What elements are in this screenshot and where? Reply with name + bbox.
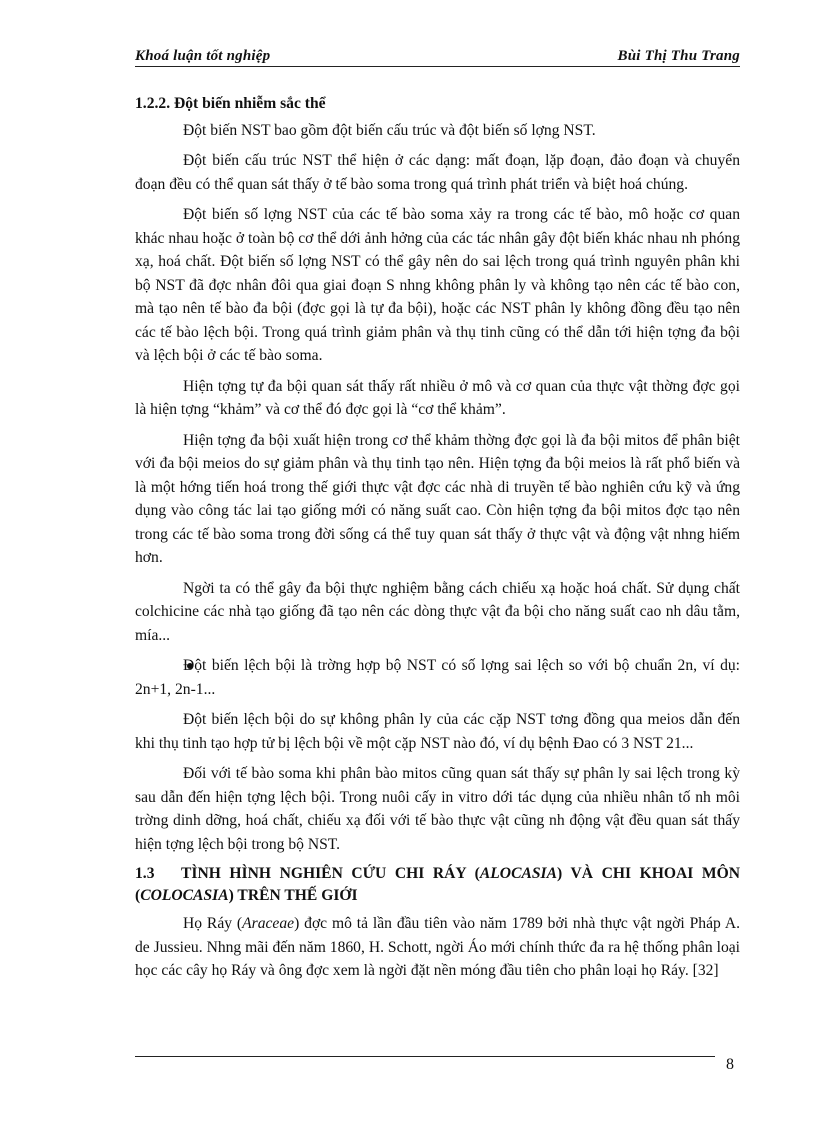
paragraph-6: Ngời ta có thể gây đa bội thực nghiệm bằng cách chiếu xạ hoặc hoá chất. Sử dụng chất colchicine các nhà tạo giống đã tạo nên các dòng thực vật đa bội cho năng suất cao nh dâu tằm, mía... (135, 579, 740, 644)
header-left-title: Khoá luận tốt nghiệp (135, 48, 271, 64)
page-number: 8 (726, 1056, 734, 1073)
subsection-number: 1.3 (135, 865, 155, 882)
family-name: Araceae (242, 915, 295, 932)
paragraph-5: Hiện tợng đa bội xuất hiện trong cơ thể khảm thờng đợc gọi là đa bội mitos để phân biệt với đa bội meios do sự giảm phân và thụ tinh tạo nên. Hiện tợng đa bội meios là rất phổ biến và là một hớng tiến hoá trong thế giới thực vật đợc các nhà di truyền tế bào nghiên cứu kỹ và ứng dụng vào công tác lai tạo giống mới có năng suất cao. Còn hiện tợng đa bội mitos đợc tạo nên trong các tế bào soma trong đời sống cá thể tuy quan sát thấy ở thực vật và động vật nhng hiếm hơn. (135, 431, 740, 566)
paragraph-2: Đột biến cấu trúc NST thể hiện ở các dạng: mất đoạn, lặp đoạn, đảo đoạn và chuyển đoạn đều có thể quan sát thấy ở tế bào soma trong quá trình phát triển và biệt hoá chúng. (135, 152, 740, 193)
paragraph-last (135, 912, 740, 983)
header-author: Bùi Thị Thu Trang (617, 48, 740, 64)
paragraph-8: Đột biến lệch bội do sự không phân ly của các cặp NST tơng đồng qua meios dẫn đến khi thụ tinh tạo hợp tử bị lệch bội về một cặp NST nào đó, ví dụ bệnh Đao có 3 NST 21... (135, 711, 740, 752)
paragraph-1: Đột biến NST bao gồm đột biến cấu trúc và đột biến số lợng NST. (183, 121, 596, 139)
paragraph-4: Hiện tợng tự đa bội quan sát thấy rất nhiều ở mô và cơ quan của thực vật thờng đợc gọi là hiện tợng “khảm” và cơ thể đó đợc gọi là “cơ thể khảm”. (135, 377, 740, 418)
bullet-icon (135, 654, 183, 678)
text-run: Họ Ráy ( (183, 915, 243, 932)
subsection-heading (135, 863, 740, 907)
paragraph-3: Đột biến số lợng NST của các tế bào soma xảy ra trong các tế bào, mô hoặc cơ quan khác nhau hoặc ở toàn bộ cơ thể dới ảnh hởng của các tác nhân gây đột biến khác nhau nh phóng xạ, hoá chất. Đột biến số lợng NST có thể gây nên do sai lệch trong quá trình nguyên phân khi bộ NST đã đợc nhân đôi qua giai đoạn S nhng không phân ly và không tạo nên các tế bào con, mà tạo nên tế bào đa bội (đợc gọi là tự đa bội), hoặc các NST phân ly không đồng đều tạo nên các tế bào lệch bội. Trong quá trình giảm phân và thụ tinh cũng có thể dẫn tới hiện tợng đa bội và lệch bội ở các tế bào soma. (135, 206, 740, 364)
document-body (135, 92, 740, 990)
subsection-title-genus: COLOCASIA (140, 887, 229, 904)
footer-divider (135, 1056, 715, 1057)
text-run: ) đợc mô tả lần đầu tiên vào năm 1789 bởi nhà thực vật ngời Pháp A. de Jussieu. Nhng mãi đến năm 1860, H. Schott, ngời Áo mới chính thức đa ra hệ thống phân loại học các cây họ Ráy và ông đợc xem là ngời đặt nền móng đầu tiên cho phân loại họ Ráy. [32] (135, 915, 740, 979)
subsection-title-part: TÌNH HÌNH NGHIÊN CỨU CHI RÁY ( (181, 865, 480, 882)
subsection-title-genus: ALOCASIA (479, 865, 558, 882)
bullet-text: Đột biến lệch bội là trờng hợp bộ NST có số lợng sai lệch so với bộ chuẩn 2n, ví dụ: 2n+1, 2n-1... (135, 657, 740, 698)
subsection-title-part: ) VÀ CHI KHOAI MÔN ( (135, 865, 740, 904)
subsection-title-part: ) TRÊN THẾ GIỚI (228, 887, 358, 904)
bullet-paragraph (135, 654, 740, 701)
paragraph-9: Đối với tế bào soma khi phân bào mitos cũng quan sát thấy sự phân ly sai lệch trong kỳ sau dẫn đến hiện tợng lệch bội. Trong nuôi cấy in vitro dới tác dụng của nhiều nhân tố nh môi trờng dinh dỡng, hoá chất, chiếu xạ đối với tế bào thực vật cũng nh động vật đều quan sát thấy hiện tợng lệch bội trong bộ NST. (135, 765, 740, 853)
section-heading: 1.2.2. Đột biến nhiễm sắc thể (135, 95, 326, 112)
page-header (135, 46, 740, 67)
